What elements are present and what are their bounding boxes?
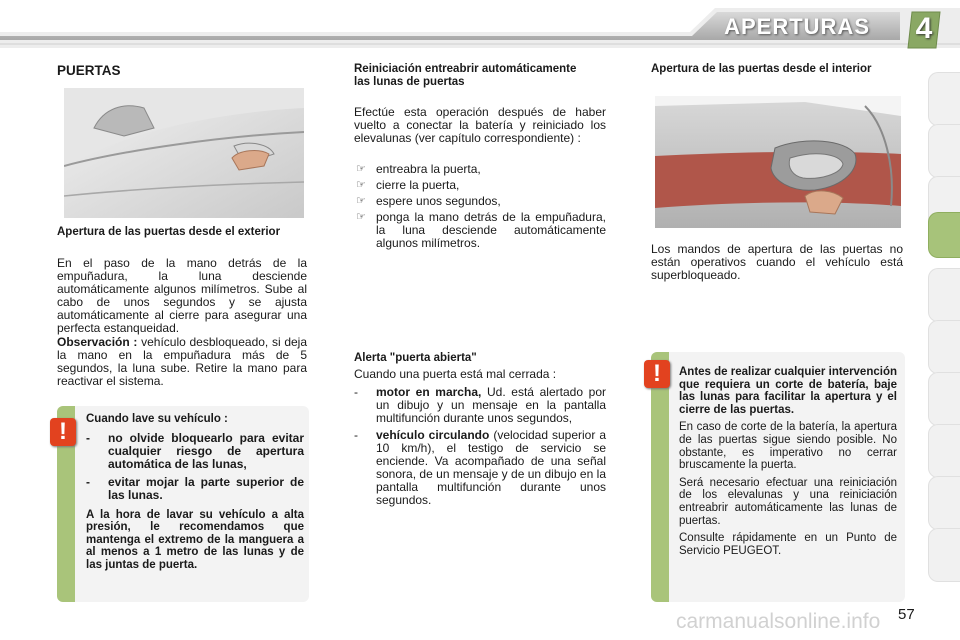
- warning-icon: !: [50, 418, 76, 446]
- chapter-tab-10[interactable]: [928, 528, 960, 582]
- door-alert-intro: Cuando una puerta está mal cerrada :: [354, 367, 557, 381]
- chapter-tab-1[interactable]: [928, 72, 960, 126]
- chapter-tab-9[interactable]: [928, 476, 960, 530]
- reset-step: ☞ espere unos segundos,: [356, 194, 501, 208]
- section-title: PUERTAS: [57, 63, 121, 78]
- warning-washing-footer: A la hora de lavar su vehículo a alta presión, le recomendamos que mantenga el extremo de la manguera a al menos a 1 metro de las lunas y de las juntas de puerta.: [86, 508, 304, 571]
- exterior-door-handle-image: [64, 88, 304, 218]
- pointing-hand-icon: ☞: [356, 211, 366, 223]
- warning-washing-title: Cuando lave su vehículo :: [86, 413, 228, 425]
- exterior-opening-heading: Apertura de las puertas desde el exterior: [57, 226, 281, 238]
- page-header-title: APERTURAS: [724, 14, 870, 39]
- page-number: 57: [898, 606, 915, 623]
- chapter-tab-8[interactable]: [928, 424, 960, 478]
- warning-battery-title: Antes de realizar cualquier intervención que requiera un corte de batería, baje las lunas para facilitar la apertura y el cierre de las puertas.: [679, 366, 897, 416]
- reset-step: ☞ ponga la mano detrás de la empuñadura, la luna desciende automáticamente algunos milímetros.: [356, 210, 606, 250]
- chapter-tab-2[interactable]: [928, 124, 960, 178]
- door-alert-item: - vehículo circulando (velocidad superior a 10 km/h), el testigo de servicio se enciende. Va acompañado de una señal sonora, de un mensaje y de un dibujo en la pantalla multifunción durante unos segundos.: [354, 428, 606, 507]
- warning-battery-text: [679, 366, 897, 557]
- chapter-tab-4-active[interactable]: [928, 212, 960, 258]
- warning-washing-item: - no olvide bloquearlo para evitar cualquier riesgo de apertura automática de las lunas,: [86, 430, 304, 471]
- reset-steps: [354, 160, 606, 253]
- pointing-hand-icon: ☞: [356, 179, 366, 191]
- watermark: carmanualsonline.info: [676, 610, 881, 633]
- interior-opening-text: Los mandos de apertura de las puertas no están operativos cuando el vehículo está superbloqueado.: [651, 242, 903, 282]
- chapter-tab-5[interactable]: [928, 268, 960, 322]
- warning-washing-item: - evitar mojar la parte superior de las lunas.: [86, 474, 304, 502]
- chapter-number: 4: [915, 12, 933, 45]
- warning-battery-p3: Consulte rápidamente en un Punto de Servicio PEUGEOT.: [679, 532, 897, 557]
- chapter-tab-6[interactable]: [928, 320, 960, 374]
- door-alert-item: - motor en marcha, Ud. está alertado por un dibujo y un mensaje en la pantalla multifunción durante unos segundos,: [354, 385, 606, 425]
- reset-intro: Efectúe esta operación después de haber vuelto a conectar la batería y reiniciado los elevalunas (ver capítulo correspondiente) :: [354, 105, 606, 145]
- chapter-tab-7[interactable]: [928, 372, 960, 426]
- reset-heading: Reiniciación entreabrir automáticamente las lunas de puertas: [354, 63, 577, 88]
- observation-text: Observación : vehículo desbloqueado, si deja la mano en la empuñadura más de 5 segundos, la luna sube. Retire la mano para reactivar el sistema.: [57, 335, 308, 388]
- reset-step: ☞ cierre la puerta,: [356, 178, 460, 192]
- pointing-hand-icon: ☞: [356, 195, 366, 207]
- door-alert-list: [354, 382, 606, 511]
- warning-battery-p2: Será necesario efectuar una reiniciación de los elevalunas y una reiniciación entreabrir automáticamente las lunas de puertas.: [679, 476, 897, 527]
- interior-opening-heading: Apertura de las puertas desde el interior: [651, 63, 872, 75]
- warning-washing-text: [86, 413, 304, 572]
- pointing-hand-icon: ☞: [356, 163, 366, 175]
- warning-battery-p1: En caso de corte de la batería, la apertura de las puertas sigue siendo posible. No obstante, es imperativo no cerrar bruscamente la puerta.: [679, 421, 897, 472]
- reset-step: ☞ entreabra la puerta,: [356, 162, 481, 176]
- interior-door-handle-image: [655, 96, 901, 228]
- exterior-opening-text: En el paso de la mano detrás de la empuñadura, la luna desciende automáticamente algunos milímetros. Sube al cabo de unos segundos y se ajusta automáticamente al cierre para asegurar una perfecta estanqueidad.: [57, 256, 307, 335]
- door-alert-heading: Alerta "puerta abierta": [354, 352, 477, 364]
- warning-box-bar: [651, 352, 669, 602]
- warning-icon: !: [644, 360, 670, 388]
